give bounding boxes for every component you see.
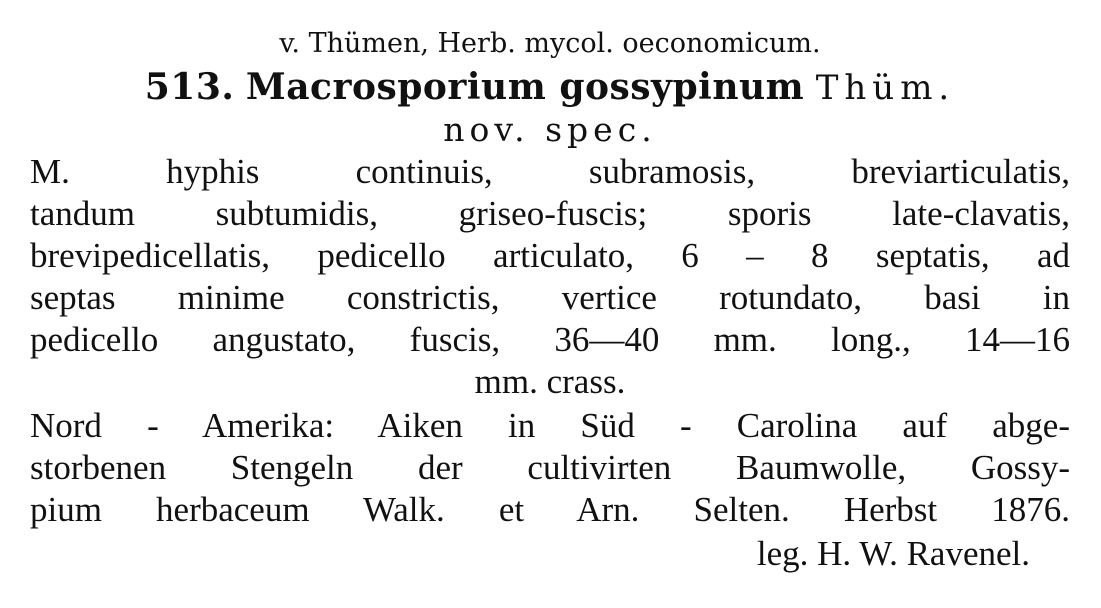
- description-line: septas minime constrictis, vertice rotundato, basi in: [30, 278, 1070, 317]
- collection-header: v. Thümen, Herb. mycol. oeconomicum.: [279, 28, 821, 59]
- description-line: M. hyphis continuis, subramosis, breviarticulatis,: [30, 152, 1070, 191]
- locality-line: storbenen Stengeln der cultivirten Baumwolle, Gossy-: [30, 448, 1070, 487]
- species-name: Macrosporium gossypinum: [245, 66, 805, 108]
- description-line: brevipedicellatis, pedicello articulato, 6 – 8 septatis, ad: [30, 236, 1070, 275]
- species-number: 513.: [144, 66, 235, 108]
- description-line: pedicello angustato, fuscis, 36—40 mm. long., 14—16: [30, 320, 1070, 359]
- collector-line: leg. H. W. Ravenel.: [756, 534, 1030, 573]
- description-last-line: mm. crass.: [474, 362, 626, 401]
- description-line: tandum subtumidis, griseo-fuscis; sporis late-clavatis,: [30, 194, 1070, 233]
- locality-line: pium herbaceum Walk. et Arn. Selten. Herbst 1876.: [30, 490, 1070, 529]
- species-author: Thüm.: [815, 68, 956, 108]
- species-status: nov. spec.: [443, 110, 657, 149]
- species-title: [30, 66, 1070, 108]
- locality-line: Nord - Amerika: Aiken in Süd - Carolina auf abge-: [30, 406, 1070, 445]
